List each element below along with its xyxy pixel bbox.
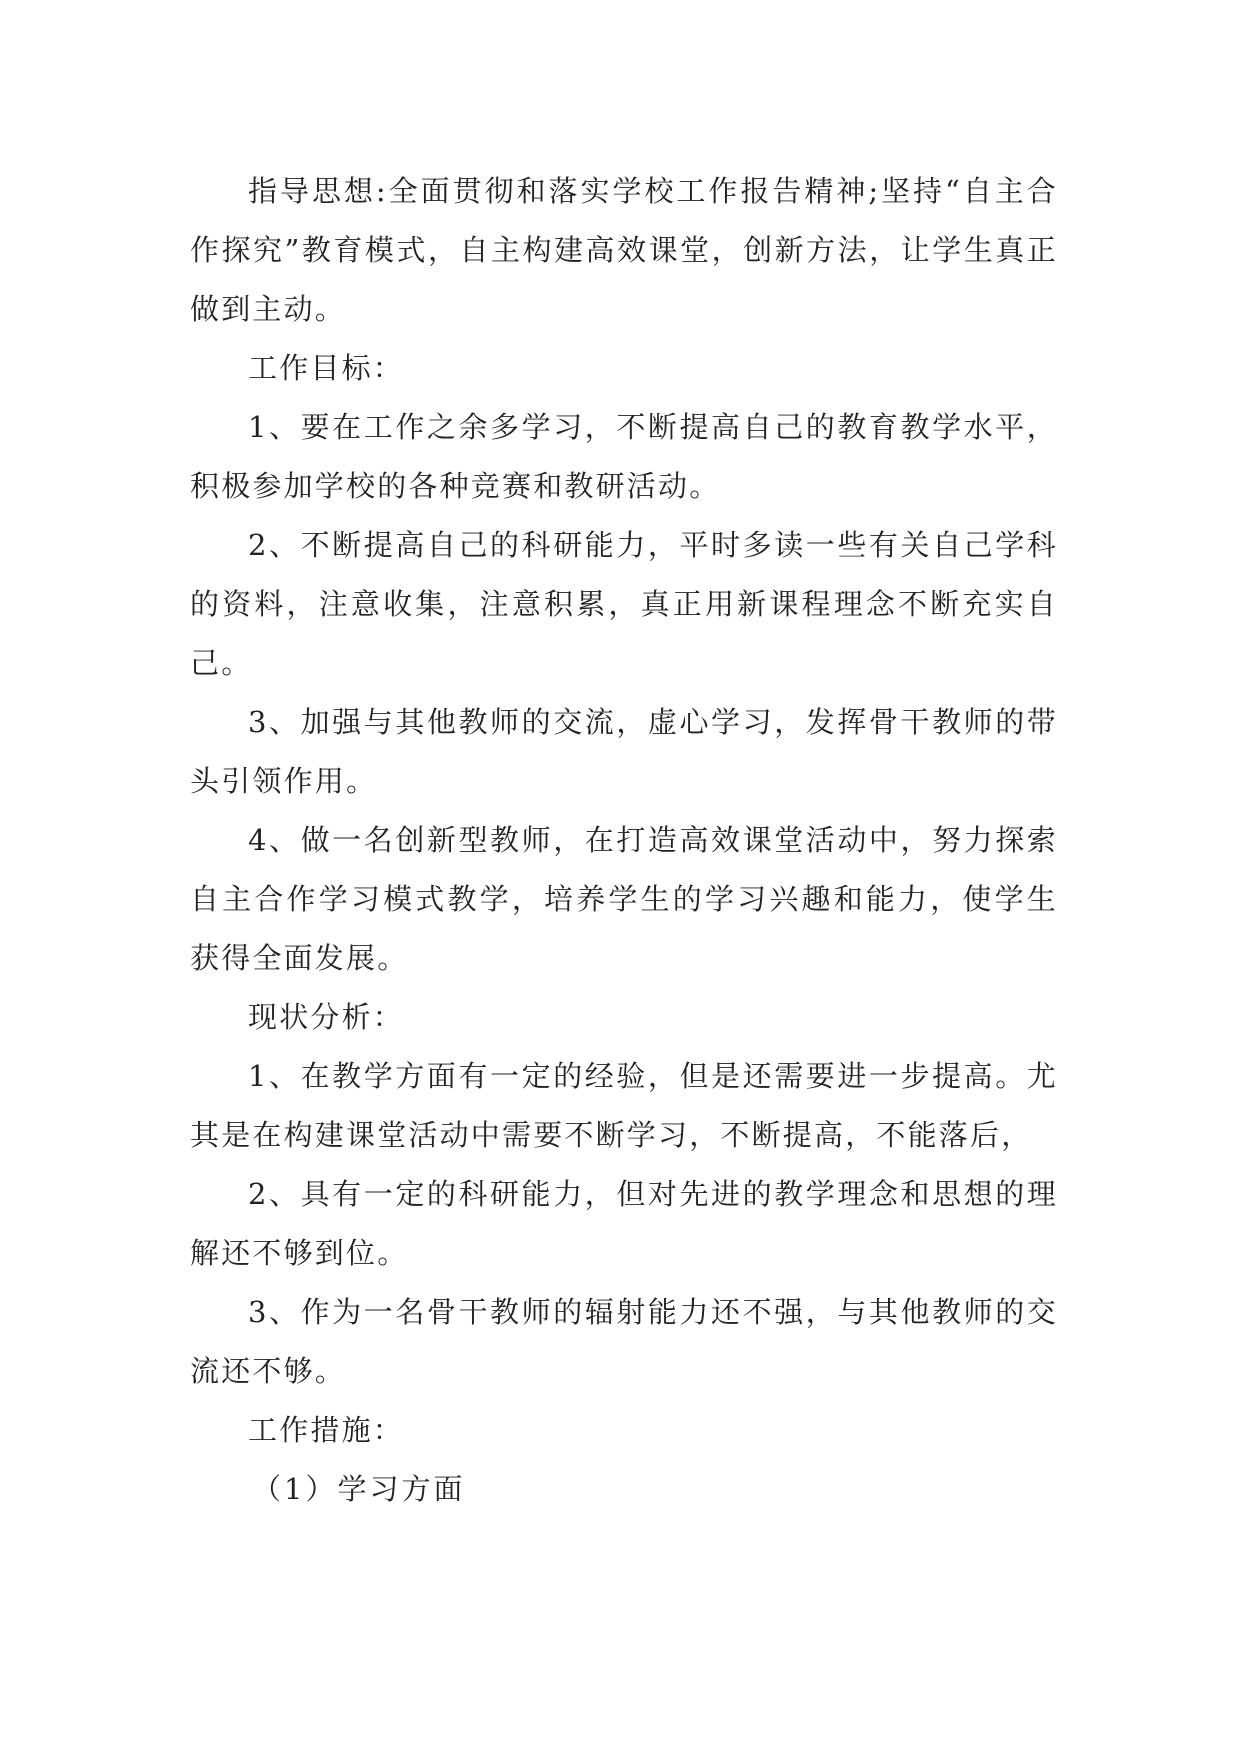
document-body [190, 162, 1058, 1519]
analysis-item-1: 1、在教学方面有一定的经验，但是还需要进一步提高。尤其是在构建课堂活动中需要不断学习，不断提高，不能落后， [190, 1059, 1058, 1152]
goal-item-1: 1、要在工作之余多学习，不断提高自己的教育教学水平，积极参加学校的各种竞赛和教研活动。 [190, 410, 1058, 503]
goal-item-2: 2、不断提高自己的科研能力，平时多读一些有关自己学科的资料，注意收集，注意积累，真正用新课程理念不断充实自己。 [190, 528, 1058, 680]
paragraph-guiding-ideology: 指导思想:全面贯彻和落实学校工作报告精神;坚持“自主合作探究”教育模式，自主构建高效课堂，创新方法，让学生真正做到主动。 [190, 174, 1058, 326]
heading-work-measures: 工作措施： [248, 1413, 405, 1447]
analysis-item-3: 3、作为一名骨干教师的辐射能力还不强，与其他教师的交流还不够。 [190, 1295, 1058, 1388]
measure-subheading-study: （1）学习方面 [252, 1472, 466, 1506]
analysis-item-2: 2、具有一定的科研能力，但对先进的教学理念和思想的理解还不够到位。 [190, 1177, 1058, 1270]
goal-item-4: 4、做一名创新型教师，在打造高效课堂活动中，努力探索自主合作学习模式教学，培养学生的学习兴趣和能力，使学生获得全面发展。 [190, 823, 1058, 975]
goal-item-3: 3、加强与其他教师的交流，虚心学习，发挥骨干教师的带头引领作用。 [190, 705, 1058, 798]
heading-status-analysis: 现状分析： [248, 1000, 405, 1034]
heading-work-goals: 工作目标： [248, 351, 405, 385]
